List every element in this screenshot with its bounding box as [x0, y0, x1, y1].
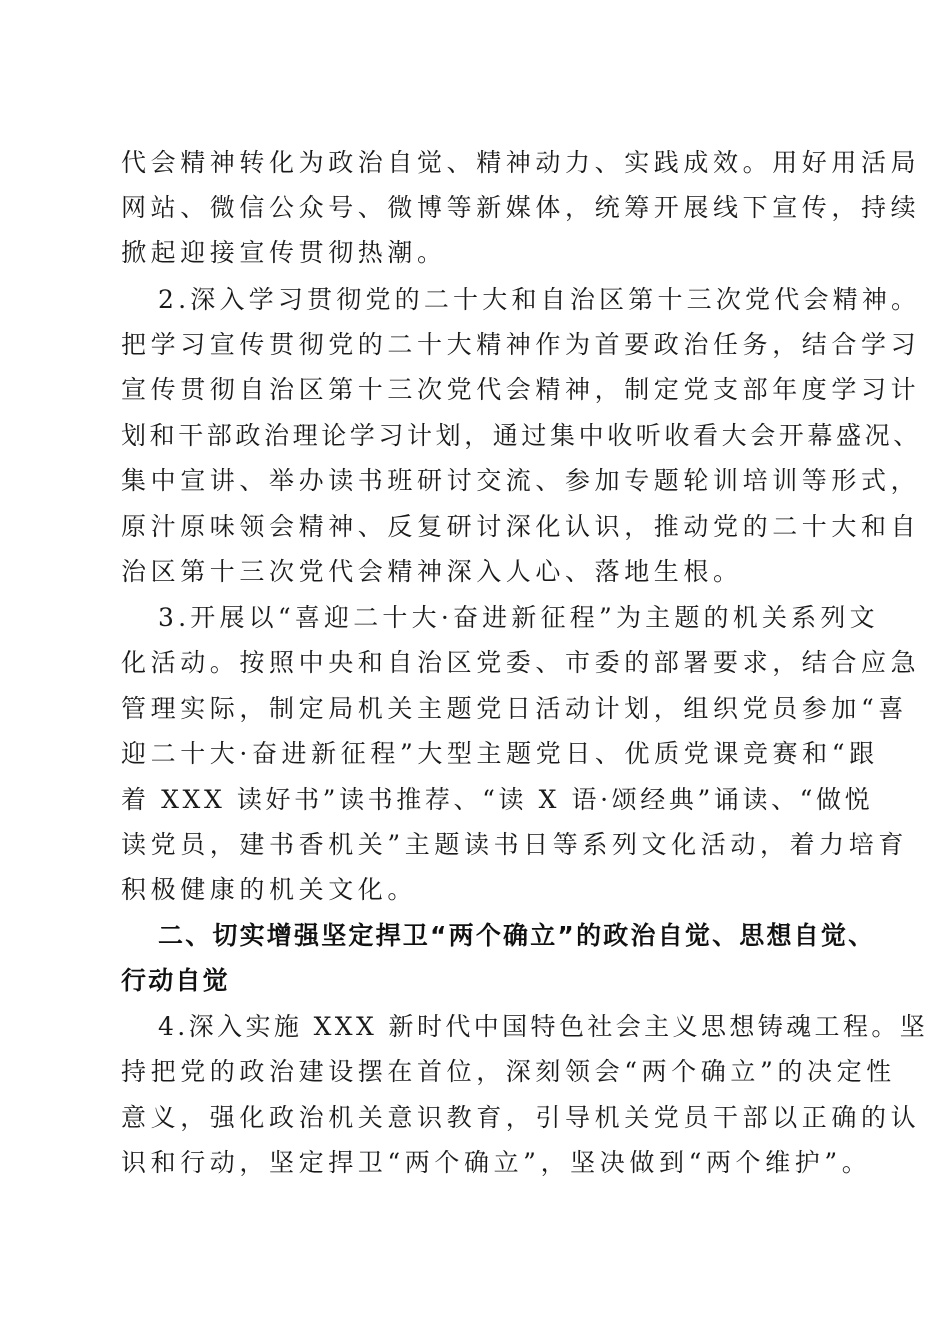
text-line: 原汁原味领会精神、反复研讨深化认识，推动党的二十大和自 — [121, 512, 921, 541]
text-line: 治区第十三次党代会精神深入人心、落地生根。 — [121, 557, 743, 586]
item-4-title: 4.深入实施 XXX 新时代中国特色社会主义思想铸魂工程。坚 — [158, 1012, 929, 1041]
item-3-title: 3.开展以“喜迎二十大·奋进新征程”为主题的机关系列文 — [158, 603, 879, 632]
text-line: 迎二十大·奋进新征程”大型主题党日、优质党课竞赛和“跟 — [121, 739, 879, 768]
text-line: 读党员，建书香机关”主题读书日等系列文化活动，着力培育 — [121, 830, 908, 859]
text-line: 管理实际，制定局机关主题党日活动计划，组织党员参加“喜 — [121, 694, 908, 723]
text-line: 宣传贯彻自治区第十三次党代会精神，制定党支部年度学习计 — [121, 375, 921, 404]
text-line: 把学习宣传贯彻党的二十大精神作为首要政治任务，结合学习 — [121, 330, 921, 359]
text-line: 划和干部政治理论学习计划，通过集中收听收看大会开幕盛况、 — [121, 421, 922, 450]
text-line: 集中宣讲、举办读书班研讨交流、参加专题轮训培训等形式， — [121, 466, 921, 495]
text-line: 持把党的政治建设摆在首位，深刻领会“两个确立”的决定性 — [121, 1057, 896, 1086]
item-2-title: 2.深入学习贯彻党的二十大和自治区第十三次党代会精神。 — [158, 285, 921, 314]
section-heading: 二、切实增强坚定捍卫“两个确立”的政治自觉、思想自觉、 — [158, 921, 876, 950]
text-line: 掀起迎接宣传贯彻热潮。 — [121, 238, 447, 267]
text-line: 着 XXX 读好书”读书推荐、“读 X 语·颂经典”诵读、“做悦 — [121, 785, 874, 814]
text-line: 化活动。按照中央和自治区党委、市委的部署要求，结合应急 — [121, 648, 921, 677]
text-line: 网站、微信公众号、微博等新媒体，统筹开展线下宣传，持续 — [121, 193, 921, 222]
text-line: 积极健康的机关文化。 — [121, 875, 418, 904]
text-line: 识和行动，坚定捍卫“两个确立”，坚决做到“两个维护”。 — [121, 1148, 872, 1177]
section-heading-continued: 行动自觉 — [121, 966, 230, 995]
text-line: 意义，强化政治机关意识教育，引导机关党员干部以正确的认 — [121, 1103, 921, 1132]
text-line: 代会精神转化为政治自觉、精神动力、实践成效。用好用活局 — [121, 148, 921, 177]
